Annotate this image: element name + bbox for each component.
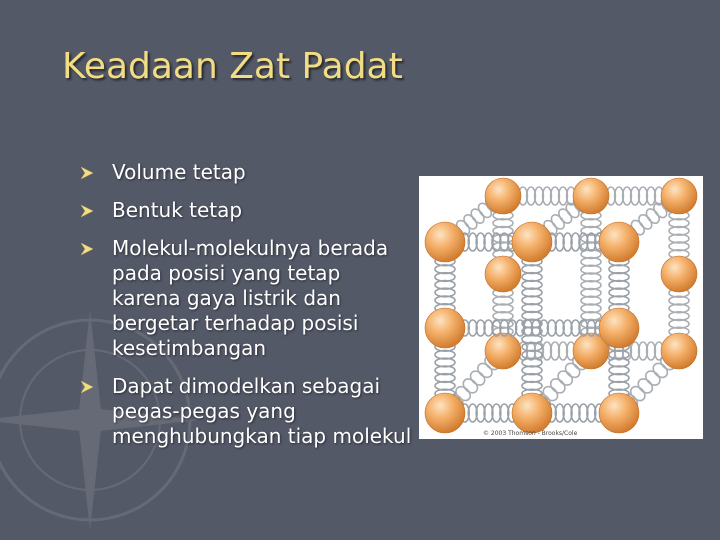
molecule-ball (485, 178, 521, 214)
arrow-bullet-icon (81, 381, 93, 393)
arrow-bullet-icon (81, 243, 93, 255)
molecule-ball (425, 308, 465, 348)
bullet-text: Volume tetap (112, 160, 246, 184)
spring-lattice-figure (419, 176, 703, 439)
molecule-ball (661, 333, 697, 369)
bullet-text: Molekul-molekulnya berada pada posisi yang tetap karena gaya listrik dan bergetar terhadap posisi kesetimbangan (112, 236, 389, 360)
bullet-item (78, 236, 413, 361)
arrow-bullet-icon (81, 167, 93, 179)
molecule-ball (425, 222, 465, 262)
molecule-ball (599, 308, 639, 348)
bullet-text: Dapat dimodelkan sebagai pegas-pegas yang menghubungkan tiap molekul (112, 374, 412, 448)
molecule-ball (599, 222, 639, 262)
molecule-ball (512, 222, 552, 262)
molecule-ball (485, 333, 521, 369)
molecule-ball (661, 178, 697, 214)
bullet-item (78, 374, 413, 449)
molecule-ball (512, 393, 552, 433)
spring-back-middle (581, 196, 601, 352)
molecule-ball (573, 178, 609, 214)
bullet-text: Bentuk tetap (112, 198, 243, 222)
molecule-ball (425, 393, 465, 433)
molecule-ball (485, 256, 521, 292)
bullet-item (78, 160, 413, 185)
molecule-ball (599, 393, 639, 433)
spring-lattice-diagram (419, 176, 703, 439)
molecule-ball (661, 256, 697, 292)
slide-title: Keadaan Zat Padat (62, 46, 403, 87)
bullet-list (78, 160, 413, 462)
arrow-bullet-icon (81, 205, 93, 217)
bullet-item (78, 198, 413, 223)
copyright-text: © 2003 Thomson - Brooks/Cole (483, 430, 578, 437)
